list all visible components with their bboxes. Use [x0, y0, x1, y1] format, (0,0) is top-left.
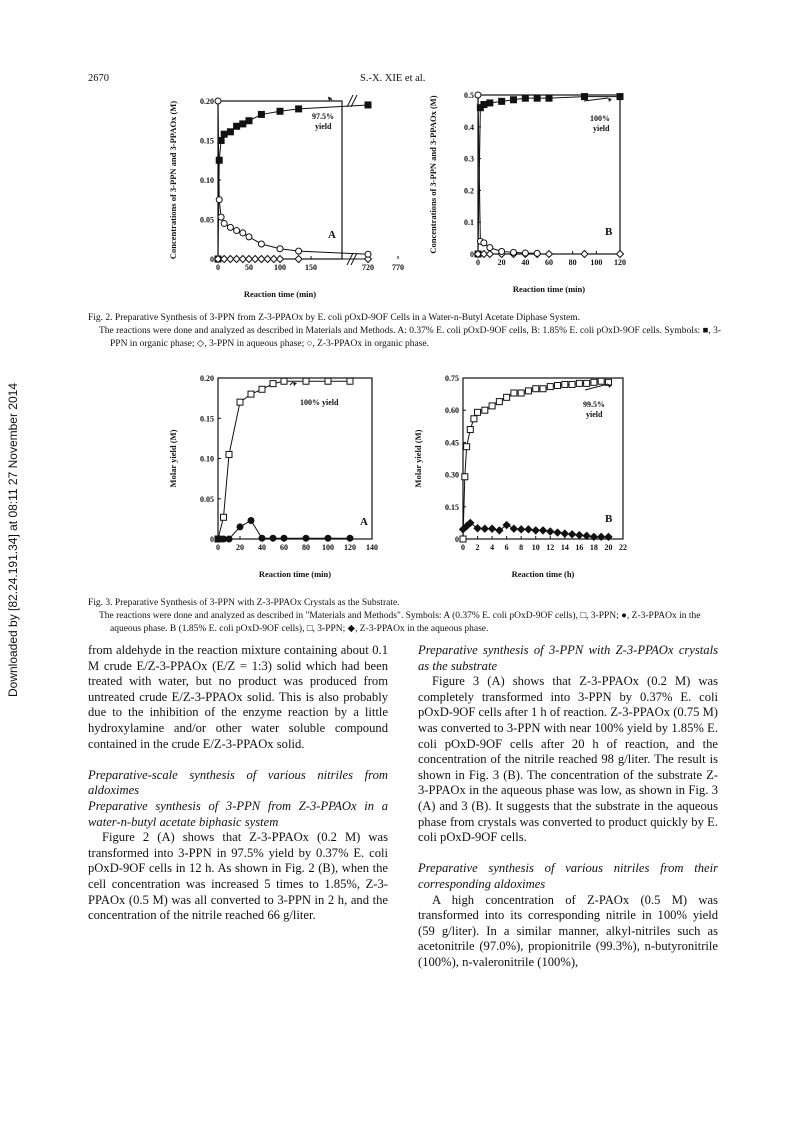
series-2 — [215, 98, 371, 257]
data-point — [462, 474, 468, 480]
x-axis-label: Reaction time (min) — [243, 289, 317, 299]
x-tick-label: 140 — [366, 543, 378, 552]
y-tick-label: 0.5 — [464, 91, 474, 100]
x-tick-label: 80 — [568, 258, 577, 267]
data-point — [562, 381, 568, 387]
x-tick-label: 80 — [302, 543, 310, 552]
data-point — [522, 95, 528, 101]
yield-annotation-line: yield — [315, 122, 332, 131]
data-point — [534, 95, 540, 101]
x-tick-label: 770 — [392, 263, 404, 272]
y-tick-label: 0.15 — [445, 502, 459, 512]
x-tick-label: 150 — [305, 263, 317, 272]
y-tick-label: 0.20 — [200, 374, 214, 383]
data-point — [511, 97, 517, 103]
y-tick-label: 0 — [210, 255, 214, 264]
yield-annotation-line: 99.5% — [583, 400, 605, 409]
data-point — [475, 409, 481, 415]
annotation-arrow — [290, 382, 293, 385]
data-point — [617, 94, 623, 100]
data-point — [325, 378, 331, 384]
section-heading: Preparative-scale synthesis of various nitriles from aldoximes — [88, 767, 388, 798]
data-point — [546, 95, 552, 101]
annotation-arrowhead — [293, 382, 297, 386]
x-tick-label: 10 — [531, 543, 540, 552]
fig3-panel-a-chart — [160, 370, 395, 585]
x-tick-label: 100 — [274, 263, 286, 272]
data-point — [215, 98, 221, 104]
body-column-left — [88, 643, 388, 924]
x-tick-label: 40 — [258, 543, 266, 552]
data-point — [347, 378, 353, 384]
data-point — [546, 251, 553, 258]
data-point — [365, 251, 371, 257]
data-point — [460, 536, 466, 542]
subsection-heading: Preparative synthesis of 3-PPN with Z-3-PPAOx crystals as the substrate — [418, 643, 718, 673]
data-point — [277, 246, 283, 252]
x-tick-label: 20 — [497, 258, 506, 267]
data-point — [499, 98, 505, 104]
data-point — [540, 527, 547, 534]
data-point — [518, 390, 524, 396]
data-point — [240, 230, 246, 236]
data-point — [522, 250, 528, 256]
y-tick-label: 0.2 — [464, 186, 474, 196]
fig2-caption — [88, 312, 728, 351]
series-line — [218, 105, 368, 259]
data-point — [281, 535, 287, 541]
data-point — [489, 525, 496, 532]
panel-label: B — [605, 513, 613, 525]
data-point — [303, 378, 309, 384]
data-point — [234, 228, 240, 234]
data-point — [576, 532, 583, 539]
x-tick-label: 40 — [521, 258, 530, 267]
yield-annotation-line: yield — [586, 410, 603, 419]
y-tick-label: 0.75 — [445, 374, 459, 383]
paragraph: Figure 3 (A) shows that Z-3-PPAOx (0.2 M) was completely transformed into 3-PPN by 0.37% E. coli pOxD-9OF cells after 1 h of reaction. Z-3-PPAOx (0.75 M) was converted to 3-PPN with near 100% yield by 1.85% E. coli pOxD-9OF cells after 20 h of reaction, and the concentration of the nitrile reached 98 g/liter. The result is shown in Fig. 3 (B). The concentration of the substrate Z-3-PPAOx in the aqueous phase was low, as shown in Fig. 3 (A) and 3 (B). It suggests that the substrate in the aqueous phase from crystals was converted to product quickly by E. coli pOxD-9OF cells. — [418, 674, 718, 845]
data-point — [511, 390, 517, 396]
data-point — [532, 527, 539, 534]
data-point — [216, 197, 222, 203]
yield-annotation-line: yield — [593, 124, 610, 133]
x-tick-label: 50 — [245, 263, 253, 272]
data-point — [226, 536, 232, 542]
data-point — [518, 526, 525, 533]
x-tick-label: 12 — [546, 543, 555, 552]
y-tick-label: 0.20 — [200, 97, 214, 106]
data-point — [533, 386, 539, 392]
yield-annotation — [312, 112, 334, 131]
x-tick-label: 0 — [216, 263, 220, 272]
subsection-heading: Preparative synthesis of various nitriles from their corresponding aldoximes — [418, 861, 718, 891]
data-point — [591, 379, 597, 385]
data-point — [226, 451, 232, 457]
x-tick-label: 120 — [344, 543, 356, 552]
data-point — [504, 394, 510, 400]
yield-annotation — [583, 400, 605, 419]
data-point — [270, 381, 276, 387]
data-point — [489, 403, 495, 409]
fig3-caption-title: Fig. 3. Preparative Synthesis of 3-PPN with Z-3-PPAOx Crystals as the Substrate. — [88, 598, 400, 608]
data-point — [325, 535, 331, 541]
y-tick-label: 0.4 — [464, 122, 474, 132]
y-tick-label: 0 — [470, 250, 474, 259]
data-point — [547, 384, 553, 390]
x-tick-label: 20 — [236, 543, 244, 552]
y-tick-label: 0 — [210, 535, 214, 544]
data-point — [258, 241, 264, 247]
data-point — [554, 529, 561, 536]
x-tick-label: 6 — [504, 543, 509, 552]
x-tick-label: 60 — [280, 543, 288, 552]
yield-annotation-line: 100% — [590, 114, 610, 123]
y-tick-label: 0.60 — [445, 406, 459, 416]
panel-label: B — [605, 226, 613, 238]
x-tick-label: 14 — [560, 543, 569, 552]
annotation-arrowhead — [608, 98, 612, 102]
data-point — [496, 527, 503, 534]
fig2-caption-title: Fig. 2. Preparative Synthesis of 3-PPN from Z-3-PPAOx by E. coli pOxD-9OF Cells in a Water-n-Butyl Acetate Diphase System. — [88, 313, 580, 323]
y-tick-label: 0.05 — [200, 215, 214, 225]
data-point — [227, 224, 233, 230]
data-point — [246, 234, 252, 240]
y-axis-label: Concentrations of 3-PPN and 3-PPAOx (M) — [168, 100, 178, 260]
y-tick-label: 0.10 — [200, 176, 214, 185]
body-column-right — [418, 643, 718, 970]
series-1 — [215, 517, 353, 542]
data-point — [499, 248, 505, 254]
yield-annotation: 100% yield — [300, 398, 339, 407]
y-axis-label: Molar yield (M) — [168, 429, 178, 488]
x-tick-label: 4 — [490, 543, 495, 552]
data-point — [525, 388, 531, 394]
download-watermark-text: Downloaded by [82.24.191.34] at 08:11 27 November 2014 — [6, 382, 20, 698]
y-tick-label: 0.10 — [200, 454, 214, 464]
fig3-panel-b-chart — [405, 370, 640, 585]
data-point — [240, 121, 246, 127]
data-point — [617, 251, 624, 258]
panel-label: A — [328, 229, 336, 241]
data-point — [296, 106, 302, 112]
data-point — [569, 531, 576, 538]
data-point — [487, 245, 493, 251]
x-tick-label: 16 — [575, 543, 584, 552]
y-tick-label: 0.05 — [200, 494, 214, 504]
x-tick-label: 18 — [589, 543, 598, 552]
x-tick-label: 0 — [216, 543, 220, 552]
y-tick-label: 0.45 — [445, 438, 459, 448]
data-point — [511, 249, 517, 255]
series-0 — [215, 102, 371, 262]
series-1 — [475, 251, 624, 258]
data-point — [482, 407, 488, 413]
fig2-panel-b-chart — [420, 88, 640, 300]
data-point — [464, 444, 470, 450]
x-tick-label: 0 — [461, 543, 465, 552]
data-point — [481, 102, 487, 108]
data-point — [246, 118, 252, 124]
x-tick-label: 100 — [590, 258, 603, 267]
data-point — [581, 251, 588, 258]
y-axis-label: Molar yield (M) — [413, 429, 423, 488]
data-point — [237, 524, 243, 530]
y-tick-label: 0.15 — [200, 414, 214, 424]
data-point — [248, 391, 254, 397]
data-point — [277, 108, 283, 114]
y-tick-label: 0.3 — [464, 154, 474, 164]
data-point — [540, 386, 546, 392]
data-point — [576, 380, 582, 386]
data-point — [534, 250, 540, 256]
data-point — [221, 131, 227, 137]
data-point — [277, 256, 284, 263]
data-point — [525, 526, 532, 533]
data-point — [295, 256, 302, 263]
data-point — [237, 399, 243, 405]
y-tick-label: 0.1 — [464, 218, 474, 228]
data-point — [365, 102, 371, 108]
paragraph: Figure 2 (A) shows that Z-3-PPAOx (0.2 M) was transformed into 3-PPN in 97.5% yield by 0.37% E. coli pOxD-9OF cells in 12 h. As shown in Fig. 2 (B), when the cell concentration was increased 5 times to 1.85%, Z-3-PPAOx (0.5 M) was all converted to 3-PPN in 2 h, and the concentration of the nitrile reached 66 g/liter. — [88, 830, 388, 923]
data-point — [481, 240, 487, 246]
data-point — [218, 214, 224, 220]
data-point — [227, 129, 233, 135]
y-axis-label: Concentrations of 3-PPN and 3-PPAOx (M) — [428, 95, 438, 254]
panel-label: A — [360, 516, 368, 528]
data-point — [487, 100, 493, 106]
running-header-authors: S.-X. XIE et al. — [360, 73, 426, 84]
x-tick-label: 60 — [545, 258, 553, 267]
fig3-caption-body: The reactions were done and analyzed as described in "Materials and Methods". Symbols: A (0.37% E. coli pOxD-9OF cells), □, 3-PPN; ●, Z-3-PPAOx in the aqueous phase. B (1.85% E. coli pOxD-9OF cells), □, 3-PPN; ◆, Z-3-PPAOx in the aqueous phase. — [99, 611, 701, 634]
data-point — [248, 517, 254, 523]
data-point — [510, 525, 517, 532]
data-point — [503, 522, 510, 529]
data-point — [481, 525, 488, 532]
y-tick-label: 0.15 — [200, 136, 214, 146]
data-point — [259, 386, 265, 392]
data-point — [259, 535, 265, 541]
data-point — [598, 378, 604, 384]
fig3-caption — [88, 597, 728, 636]
x-tick-label: 720 — [362, 263, 374, 272]
data-point — [486, 251, 493, 258]
data-point — [561, 530, 568, 537]
series-line — [478, 95, 537, 253]
x-axis-label: Reaction time (min) — [512, 284, 586, 294]
data-point — [221, 514, 227, 520]
data-point — [569, 381, 575, 387]
x-tick-label: 120 — [614, 258, 626, 267]
series-1 — [215, 256, 372, 263]
x-tick-label: 100 — [322, 543, 334, 552]
data-point — [475, 92, 481, 98]
data-point — [584, 380, 590, 386]
series-2 — [475, 92, 540, 256]
data-point — [296, 248, 302, 254]
x-axis-label: Reaction time (min) — [258, 569, 332, 579]
page-number: 2670 — [88, 73, 109, 84]
x-tick-label: 0 — [476, 258, 480, 267]
data-point — [221, 220, 227, 226]
data-point — [474, 525, 481, 532]
data-point — [547, 528, 554, 535]
data-point — [496, 399, 502, 405]
y-tick-label: 0 — [455, 535, 459, 544]
data-point — [347, 535, 353, 541]
subsection-heading: Preparative synthesis of 3-PPN from Z-3-PPAOx in a water-n-butyl acetate biphasic system — [88, 798, 388, 829]
data-point — [467, 427, 473, 433]
download-watermark — [2, 380, 24, 700]
data-point — [582, 94, 588, 100]
yield-annotation-line: 97.5% — [312, 112, 334, 121]
yield-annotation — [590, 114, 610, 133]
data-point — [270, 535, 276, 541]
data-point — [258, 111, 264, 117]
paragraph: A high concentration of Z-PAOx (0.5 M) was transformed into its corresponding nitrile in 100% yield (59 g/liter). In a similar manner, alkyl-nitriles such as acetonitrile (97.0%), propionitrile (99.3%), n-butyronitrile (100%), n-valeronitrile (100%), — [418, 892, 718, 969]
x-tick-label: 8 — [519, 543, 524, 552]
data-point — [281, 378, 287, 384]
data-point — [303, 535, 309, 541]
data-point — [471, 416, 477, 422]
paragraph: from aldehyde in the reaction mixture containing about 0.1 M crude E/Z-3-PPAOx (E/Z = 1:3) solid which had been treated with water, but no product was produced from untreated crude E/Z-3-PPAOx solid. This is also probably due to the inhibition of the enzyme reaction by a little hydroxylamine and/or other water soluble compound contained in the crude E/Z-3-PPAOx solid. — [88, 643, 388, 751]
x-tick-label: 2 — [475, 543, 480, 552]
fig2-caption-body: The reactions were done and analyzed as described in Materials and Methods. A: 0.37% E. coli pOxD-9OF cells, B: 1.85% E. coli pOxD-9OF cells. Symbols: ■, 3-PPN in organic phase; ◇, 3-PPN in aqueous phase; ○, Z-3-PPAOx in organic phase. — [99, 326, 722, 349]
y-tick-label: 0.30 — [445, 470, 459, 480]
x-axis-label: Reaction time (h) — [511, 569, 575, 579]
data-point — [234, 123, 240, 129]
data-point — [555, 383, 561, 389]
fig2-panel-a-chart — [160, 88, 404, 300]
data-point — [583, 532, 590, 539]
x-tick-label: 22 — [619, 543, 627, 552]
x-tick-label: 20 — [604, 543, 613, 552]
